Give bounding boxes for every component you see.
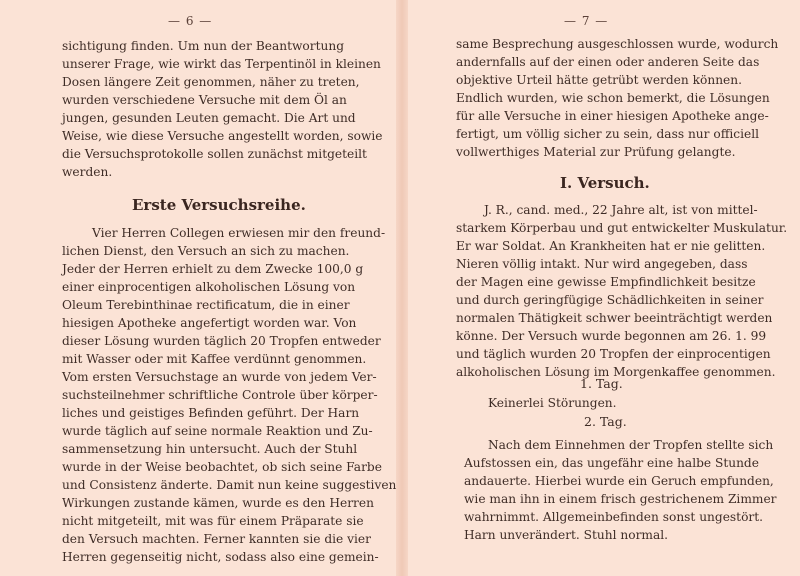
left-page — [0, 0, 396, 576]
text-line: die Versuchsprotokolle sollen zunächst mitgeteilt — [62, 147, 367, 161]
text-line: Aufstossen ein, das ungefähr eine halbe Stunde — [464, 456, 759, 470]
text-line: lichen Dienst, den Versuch an sich zu machen. — [62, 244, 350, 258]
text-line: wie man ihn in einem frisch gestrichenem Zimmer — [464, 492, 777, 506]
text-line: Keinerlei Störungen. — [488, 396, 617, 410]
text-line: Nach dem Einnehmen der Tropfen stellte sich — [488, 438, 774, 452]
text-line: wahrnimmt. Allgemeinbefinden sonst ungestört. — [464, 510, 764, 524]
text-line: Herren gegenseitig nicht, sodass also eine gemein- — [62, 550, 379, 564]
text-line: andauerte. Hierbei wurde ein Geruch empfunden, — [464, 474, 774, 488]
page-number-left: — 6 — — [168, 14, 213, 28]
book-gutter — [396, 0, 408, 576]
text-line: Endlich wurden, wie schon bemerkt, die Lösungen — [456, 91, 770, 105]
text-line: und durch geringfügige Schädlichkeiten in seiner — [456, 293, 764, 307]
text-line: J. R., cand. med., 22 Jahre alt, ist von mittel- — [484, 203, 758, 217]
text-line: Wirkungen zustande kämen, wurde es den Herren — [62, 496, 374, 510]
text-line: sammensetzung hin untersucht. Auch der Stuhl — [62, 442, 358, 456]
text-line: Harn unverändert. Stuhl normal. — [464, 528, 668, 542]
text-line: einer einprocentigen alkoholischen Lösung von — [62, 280, 356, 294]
text-line: könne. Der Versuch wurde begonnen am 26. 1. 99 — [456, 329, 767, 343]
day-label: 2. Tag. — [584, 414, 627, 429]
text-line: Vom ersten Versuchstage an wurde von jedem Ver- — [62, 370, 377, 384]
text-line: wurde in der Weise beobachtet, ob sich seine Farbe — [62, 460, 382, 474]
text-line: fertigt, um völlig sicher zu sein, dass nur officiell — [456, 127, 759, 141]
day-label: 1. Tag. — [580, 376, 623, 391]
text-line: andernfalls auf der einen oder anderen Seite das — [456, 55, 760, 69]
text-line: Weise, wie diese Versuche angestellt worden, sowie — [62, 129, 383, 143]
text-line: hiesigen Apotheke angefertigt worden war. Von — [62, 316, 357, 330]
text-line: same Besprechung ausgeschlossen wurde, wodurch — [456, 37, 779, 51]
text-line: dieser Lösung wurden täglich 20 Tropfen entweder — [62, 334, 381, 348]
text-line: vollwerthiges Material zur Prüfung gelangte. — [456, 145, 736, 159]
text-line: und täglich wurden 20 Tropfen der einprocentigen — [456, 347, 771, 361]
text-line: Oleum Terebinthinae rectificatum, die in einer — [62, 298, 350, 312]
text-line: mit Wasser oder mit Kaffee verdünnt genommen. — [62, 352, 367, 366]
text-line: Jeder der Herren erhielt zu dem Zwecke 100,0 g — [62, 262, 364, 276]
text-line: den Versuch machten. Ferner kannten sie die vier — [62, 532, 371, 546]
text-line: für alle Versuche in einer hiesigen Apotheke ange- — [456, 109, 769, 123]
text-line: Dosen längere Zeit genommen, näher zu treten, — [62, 75, 360, 89]
text-line: alkoholischen Lösung im Morgenkaffee genommen. — [456, 365, 776, 379]
text-line: werden. — [62, 165, 113, 179]
text-line: liches und geistiges Befinden geführt. Der Harn — [62, 406, 360, 420]
text-line: Nieren völlig intakt. Nur wird angegeben, dass — [456, 257, 748, 271]
text-line: unserer Frage, wie wirkt das Terpentinöl in kleinen — [62, 57, 381, 71]
text-line: suchsteilnehmer schriftliche Controle über körper- — [62, 388, 378, 402]
text-line: wurden verschiedene Versuche mit dem Öl an — [62, 93, 347, 107]
text-line: starkem Körperbau und gut entwickelter Muskulatur. — [456, 221, 788, 235]
text-line: normalen Thätigkeit schwer beeinträchtigt werden — [456, 311, 773, 325]
text-line: sichtigung finden. Um nun der Beantwortung — [62, 39, 344, 53]
text-line: Vier Herren Collegen erwiesen mir den freund- — [92, 226, 386, 240]
section-heading: I. Versuch. — [560, 174, 650, 192]
text-line: objektive Urteil hätte getrübt werden können. — [456, 73, 742, 87]
text-line: der Magen eine gewisse Empfindlichkeit besitze — [456, 275, 756, 289]
text-line: jungen, gesunden Leuten gemacht. Die Art und — [62, 111, 356, 125]
text-line: Er war Soldat. An Krankheiten hat er nie gelitten. — [456, 239, 766, 253]
text-line: nicht mitgeteilt, mit was für einem Präparate sie — [62, 514, 364, 528]
text-line: wurde täglich auf seine normale Reaktion und Zu- — [62, 424, 373, 438]
right-page — [408, 0, 800, 576]
text-line: und Consistenz änderte. Damit nun keine suggestiven — [62, 478, 397, 492]
section-heading: Erste Versuchsreihe. — [132, 196, 306, 214]
page-number-right: — 7 — — [564, 14, 609, 28]
